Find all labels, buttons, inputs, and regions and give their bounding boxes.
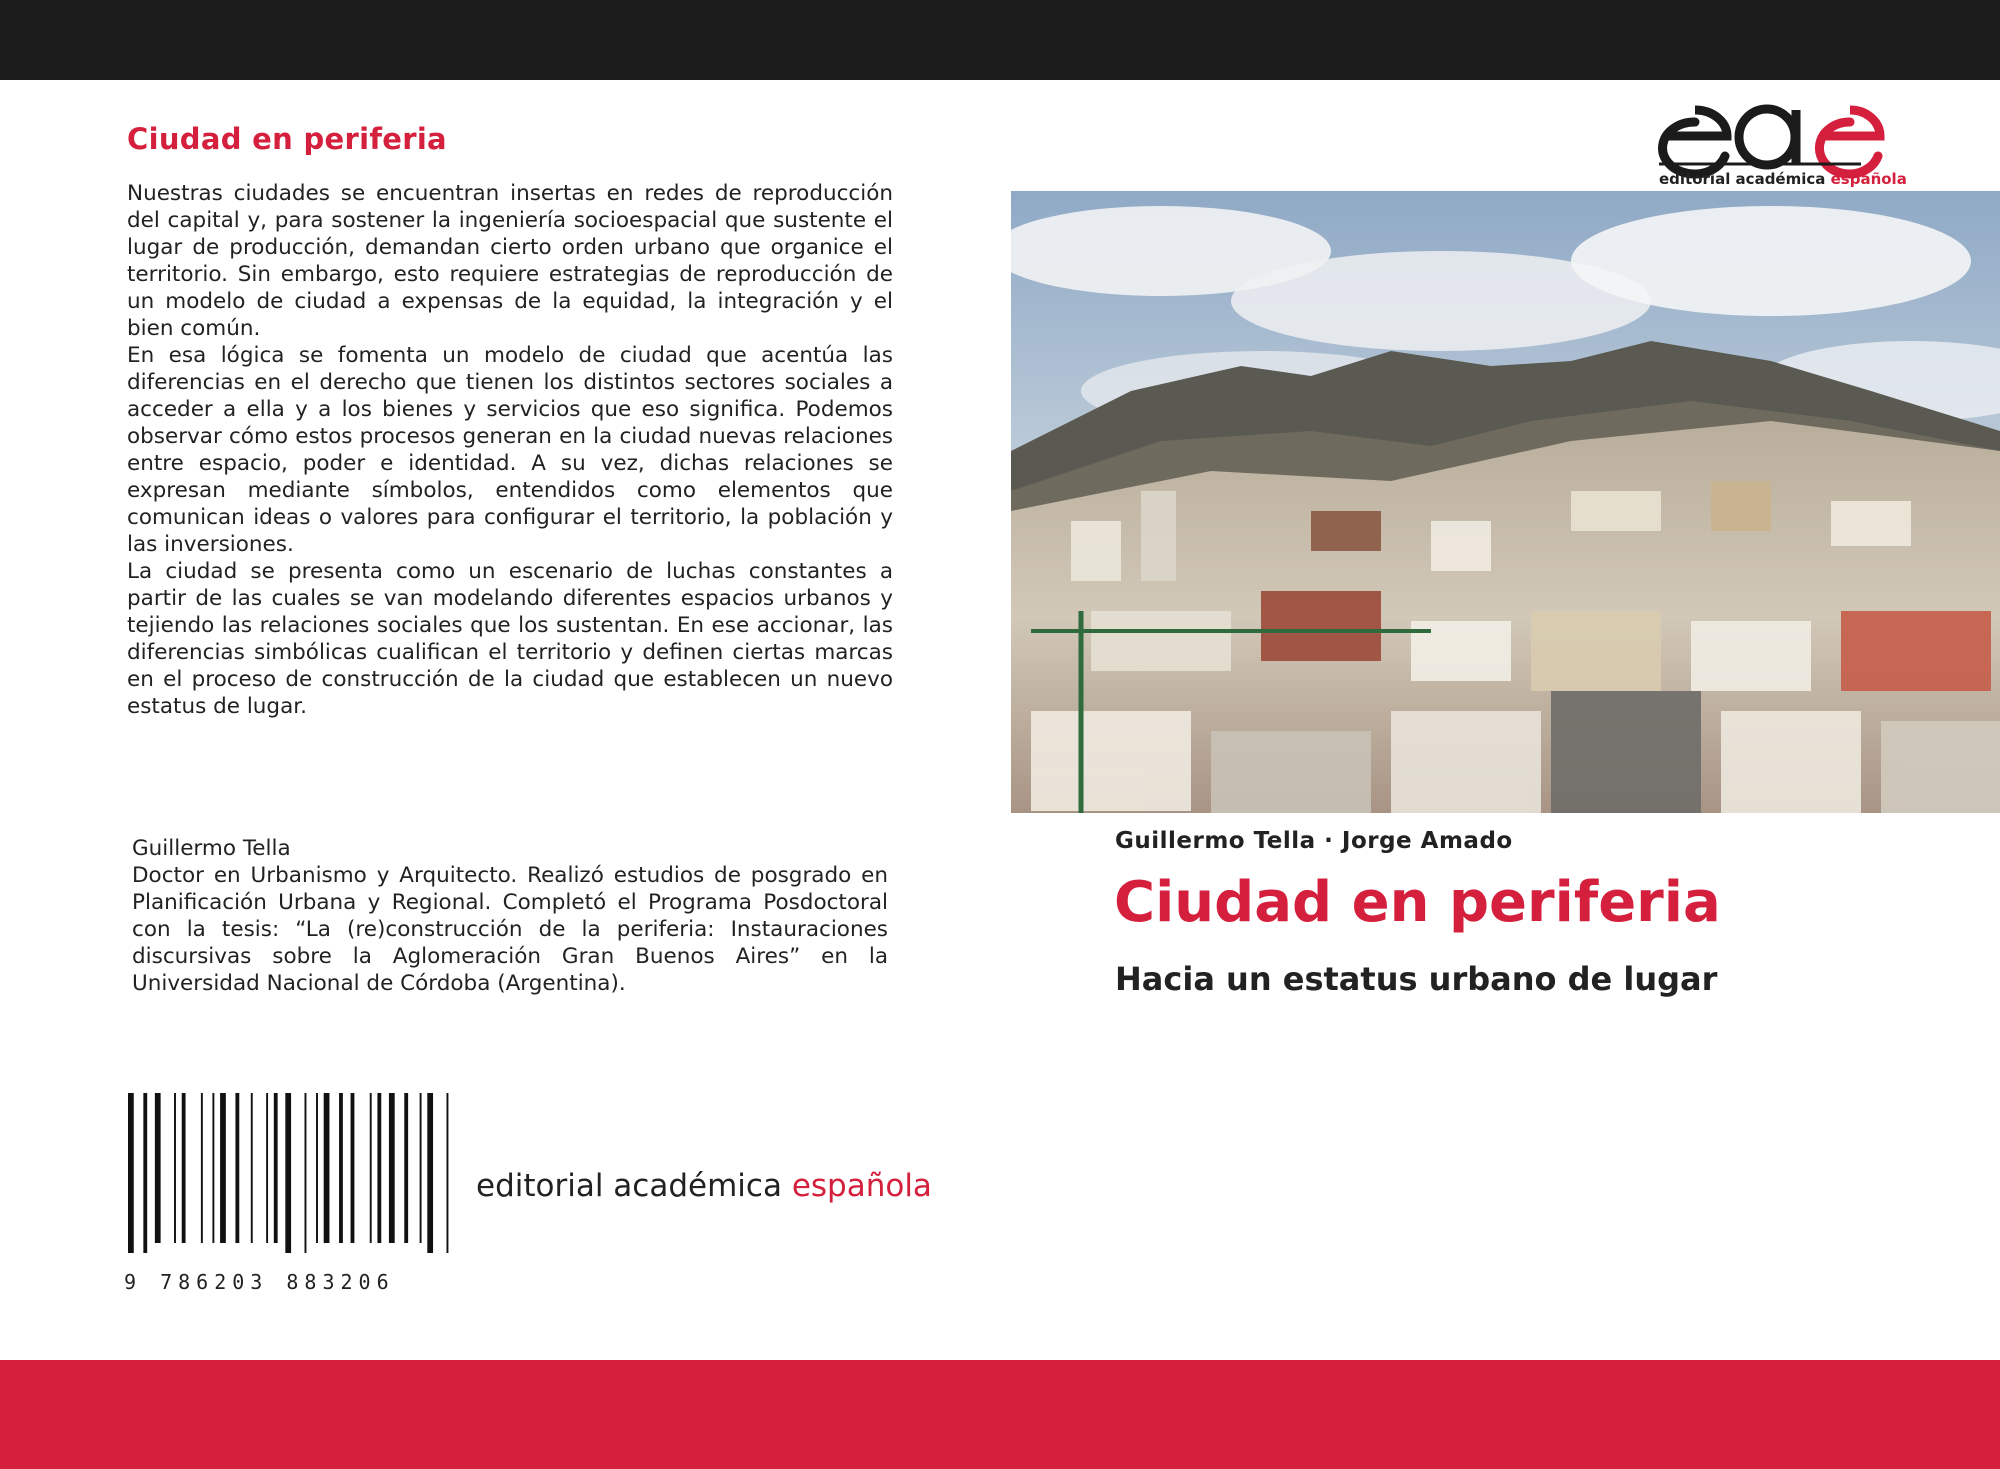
barcode (128, 1093, 458, 1253)
author-bio-name: Guillermo Tella (132, 836, 291, 861)
barcode-bar (251, 1093, 253, 1243)
front-cover-authors: Guillermo Tella · Jorge Amado (1115, 828, 1513, 854)
barcode-bar (420, 1093, 422, 1243)
barcode-bar (220, 1093, 226, 1243)
front-cover-title: Ciudad en periferia (1114, 870, 1721, 935)
author-bio (132, 835, 888, 997)
barcode-bar (274, 1093, 278, 1243)
barcode-bar (174, 1093, 176, 1243)
publisher-name-main: editorial académica (476, 1168, 792, 1204)
barcode-bar (285, 1093, 291, 1253)
barcode-bar (182, 1093, 186, 1243)
barcode-bar (351, 1093, 355, 1243)
barcode-bar (446, 1093, 448, 1253)
blurb-paragraph: En esa lógica se fomenta un modelo de ciudad que acentúa las diferencias en el derecho que tienen los distintos sectores sociales a acceder a ella y a los bienes y servicios que eso significa. Podemos observar cómo estos procesos generan en la ciudad nuevas relaciones entre espacio, poder e identidad. A su vez, dichas relaciones se expresan mediante símbolos, entendidos como elementos que comunican ideas o valores para configurar el territorio, la población y las inversiones. (127, 343, 893, 557)
barcode-bar (128, 1093, 134, 1253)
barcode-bar (316, 1093, 318, 1243)
logo-caption (1659, 170, 1907, 188)
barcode-bar (377, 1093, 381, 1243)
front-cover-subtitle: Hacia un estatus urbano de lugar (1115, 960, 1718, 998)
author-bio-text: Doctor en Urbanismo y Arquitecto. Realizó estudios de posgrado en Planificación Urbana y Regional. Completó el Programa Posdoctoral con la tesis: “La (re)construcción de la periferia: Instauraciones discursivas sobre la Aglomeración Gran Buenos Aires” en la Universidad Nacional de Córdoba (Argentina). (132, 863, 888, 996)
back-cover-title: Ciudad en periferia (127, 122, 447, 156)
isbn-digits: 9 786203 883206 (124, 1270, 395, 1294)
logo-caption-main: editorial académica (1659, 170, 1831, 188)
barcode-bar (305, 1093, 307, 1253)
barcode-bar (389, 1093, 395, 1243)
barcode-bar (339, 1093, 343, 1243)
barcode-bar (324, 1093, 330, 1243)
bottom-bar (0, 1360, 2000, 1469)
top-bar (0, 0, 2000, 80)
publisher-name (476, 1168, 932, 1204)
blurb-paragraph: La ciudad se presenta como un escenario de luchas constantes a partir de las cuales se van modelando diferentes espacios urbanos y tejiendo las relaciones sociales que los sustentan. En ese accionar, las diferencias simbólicas cualifican el territorio y definen ciertas marcas en el proceso de construcción de la ciudad que establecen un nuevo estatus de lugar. (127, 559, 893, 719)
publisher-name-accent: española (791, 1168, 932, 1204)
barcode-bar (370, 1093, 372, 1243)
back-cover-blurb (127, 180, 893, 720)
barcode-bar (427, 1093, 433, 1253)
logo-caption-accent: española (1830, 170, 1907, 188)
blurb-paragraph: Nuestras ciudades se encuentran insertas en redes de reproducción del capital y, para sostener la ingeniería socioespacial que sustente el lugar de producción, demandan cierto orden urbano que organice el territorio. Sin embargo, esto requiere estrategias de reproducción de un modelo de ciudad a expensas de la equidad, la integración y el bien común. (127, 181, 893, 341)
barcode-bar (212, 1093, 214, 1243)
barcode-bar (404, 1093, 408, 1243)
barcode-bar (235, 1093, 239, 1243)
barcode-bar (155, 1093, 161, 1243)
barcode-bar (143, 1093, 147, 1253)
barcode-bar (201, 1093, 203, 1243)
barcode-bar (266, 1093, 268, 1243)
cover-photo-city (1011, 191, 2000, 813)
